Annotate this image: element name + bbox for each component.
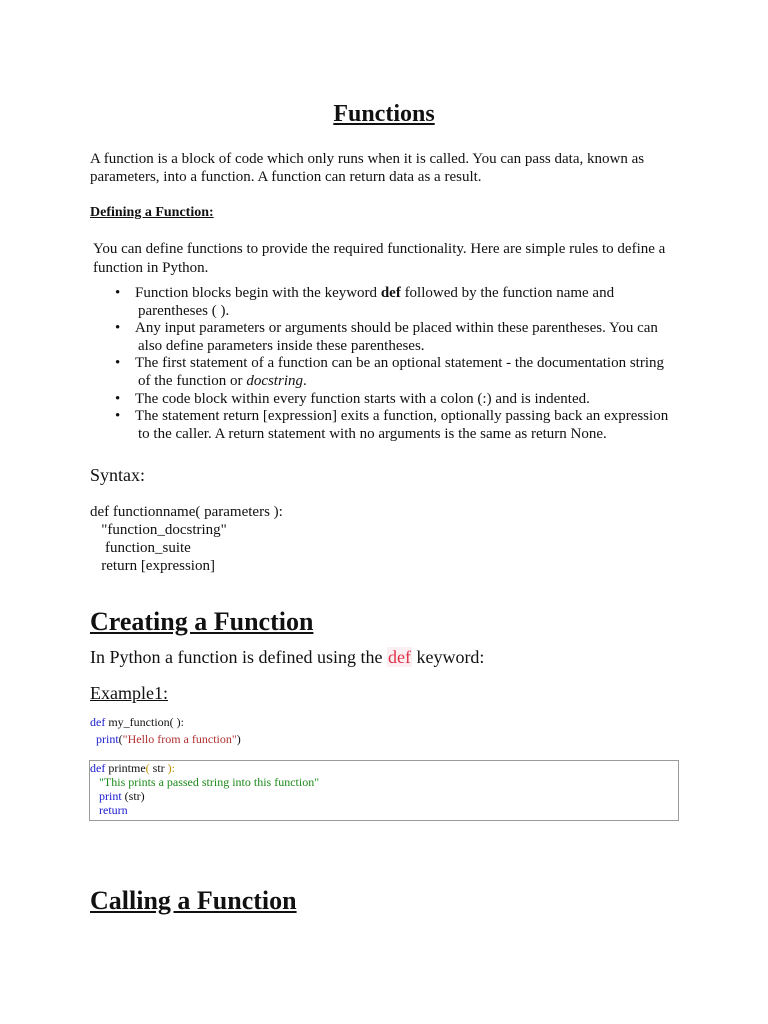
- creating-function-text: In Python a function is defined using the def keyword:: [90, 647, 485, 667]
- list-item: • The first statement of a function can be an optional statement - the documentation string of the function or docstring.: [112, 355, 674, 390]
- code-example-1: def my_function( ): print("Hello from a function"): [90, 715, 241, 746]
- list-item: • The statement return [expression] exits a function, optionally passing back an expression to the caller. A return statement with no arguments is the same as return None.: [112, 408, 674, 443]
- syntax-code-block: def functionname( parameters ): "function_docstring" function_suite return [expression]: [90, 504, 283, 574]
- defining-function-heading: Defining a Function:: [90, 205, 214, 220]
- def-keyword: def: [380, 285, 401, 301]
- list-item: • Function blocks begin with the keyword def followed by the function name and parentheses ( ).: [112, 285, 674, 320]
- inline-def-keyword: def: [387, 647, 411, 667]
- intro-paragraph: A function is a block of code which only runs when it is called. You can pass data, known as parameters, into a function. A function can return data as a result.: [90, 151, 645, 185]
- syntax-label: Syntax:: [90, 465, 146, 485]
- page-title: Functions: [333, 101, 435, 127]
- code-example-2-box: def printme( str ): "This prints a passed string into this function" print (str) return: [89, 760, 679, 821]
- calling-function-heading: Calling a Function: [90, 886, 297, 915]
- rules-list: [112, 285, 674, 443]
- example1-label: Example1:: [90, 683, 168, 703]
- list-item: • The code block within every function starts with a colon (:) and is indented.: [112, 391, 674, 409]
- list-item: • Any input parameters or arguments should be placed within these parentheses. You can also define parameters inside these parentheses.: [112, 320, 674, 355]
- rules-intro-paragraph: You can define functions to provide the required functionality. Here are simple rules to define a function in Python.: [93, 241, 666, 276]
- creating-function-heading: Creating a Function: [90, 607, 314, 636]
